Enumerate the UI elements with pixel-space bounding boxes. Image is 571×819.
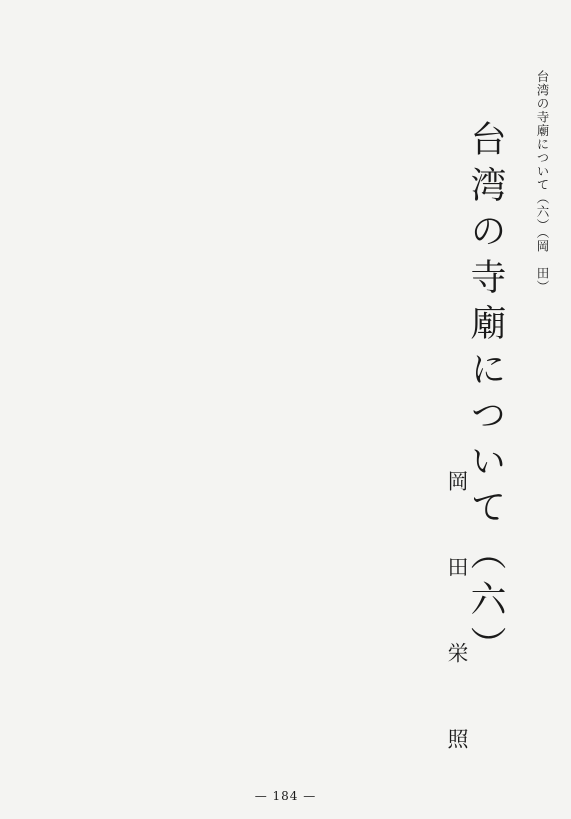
page-number: — 184 — — [254, 789, 317, 803]
article-title: 台湾の寺廟について（六） — [465, 120, 506, 672]
author-name: 岡 田 栄 照 — [445, 470, 469, 771]
running-head: 台湾の寺廟について（六）（岡 田） — [535, 70, 550, 294]
